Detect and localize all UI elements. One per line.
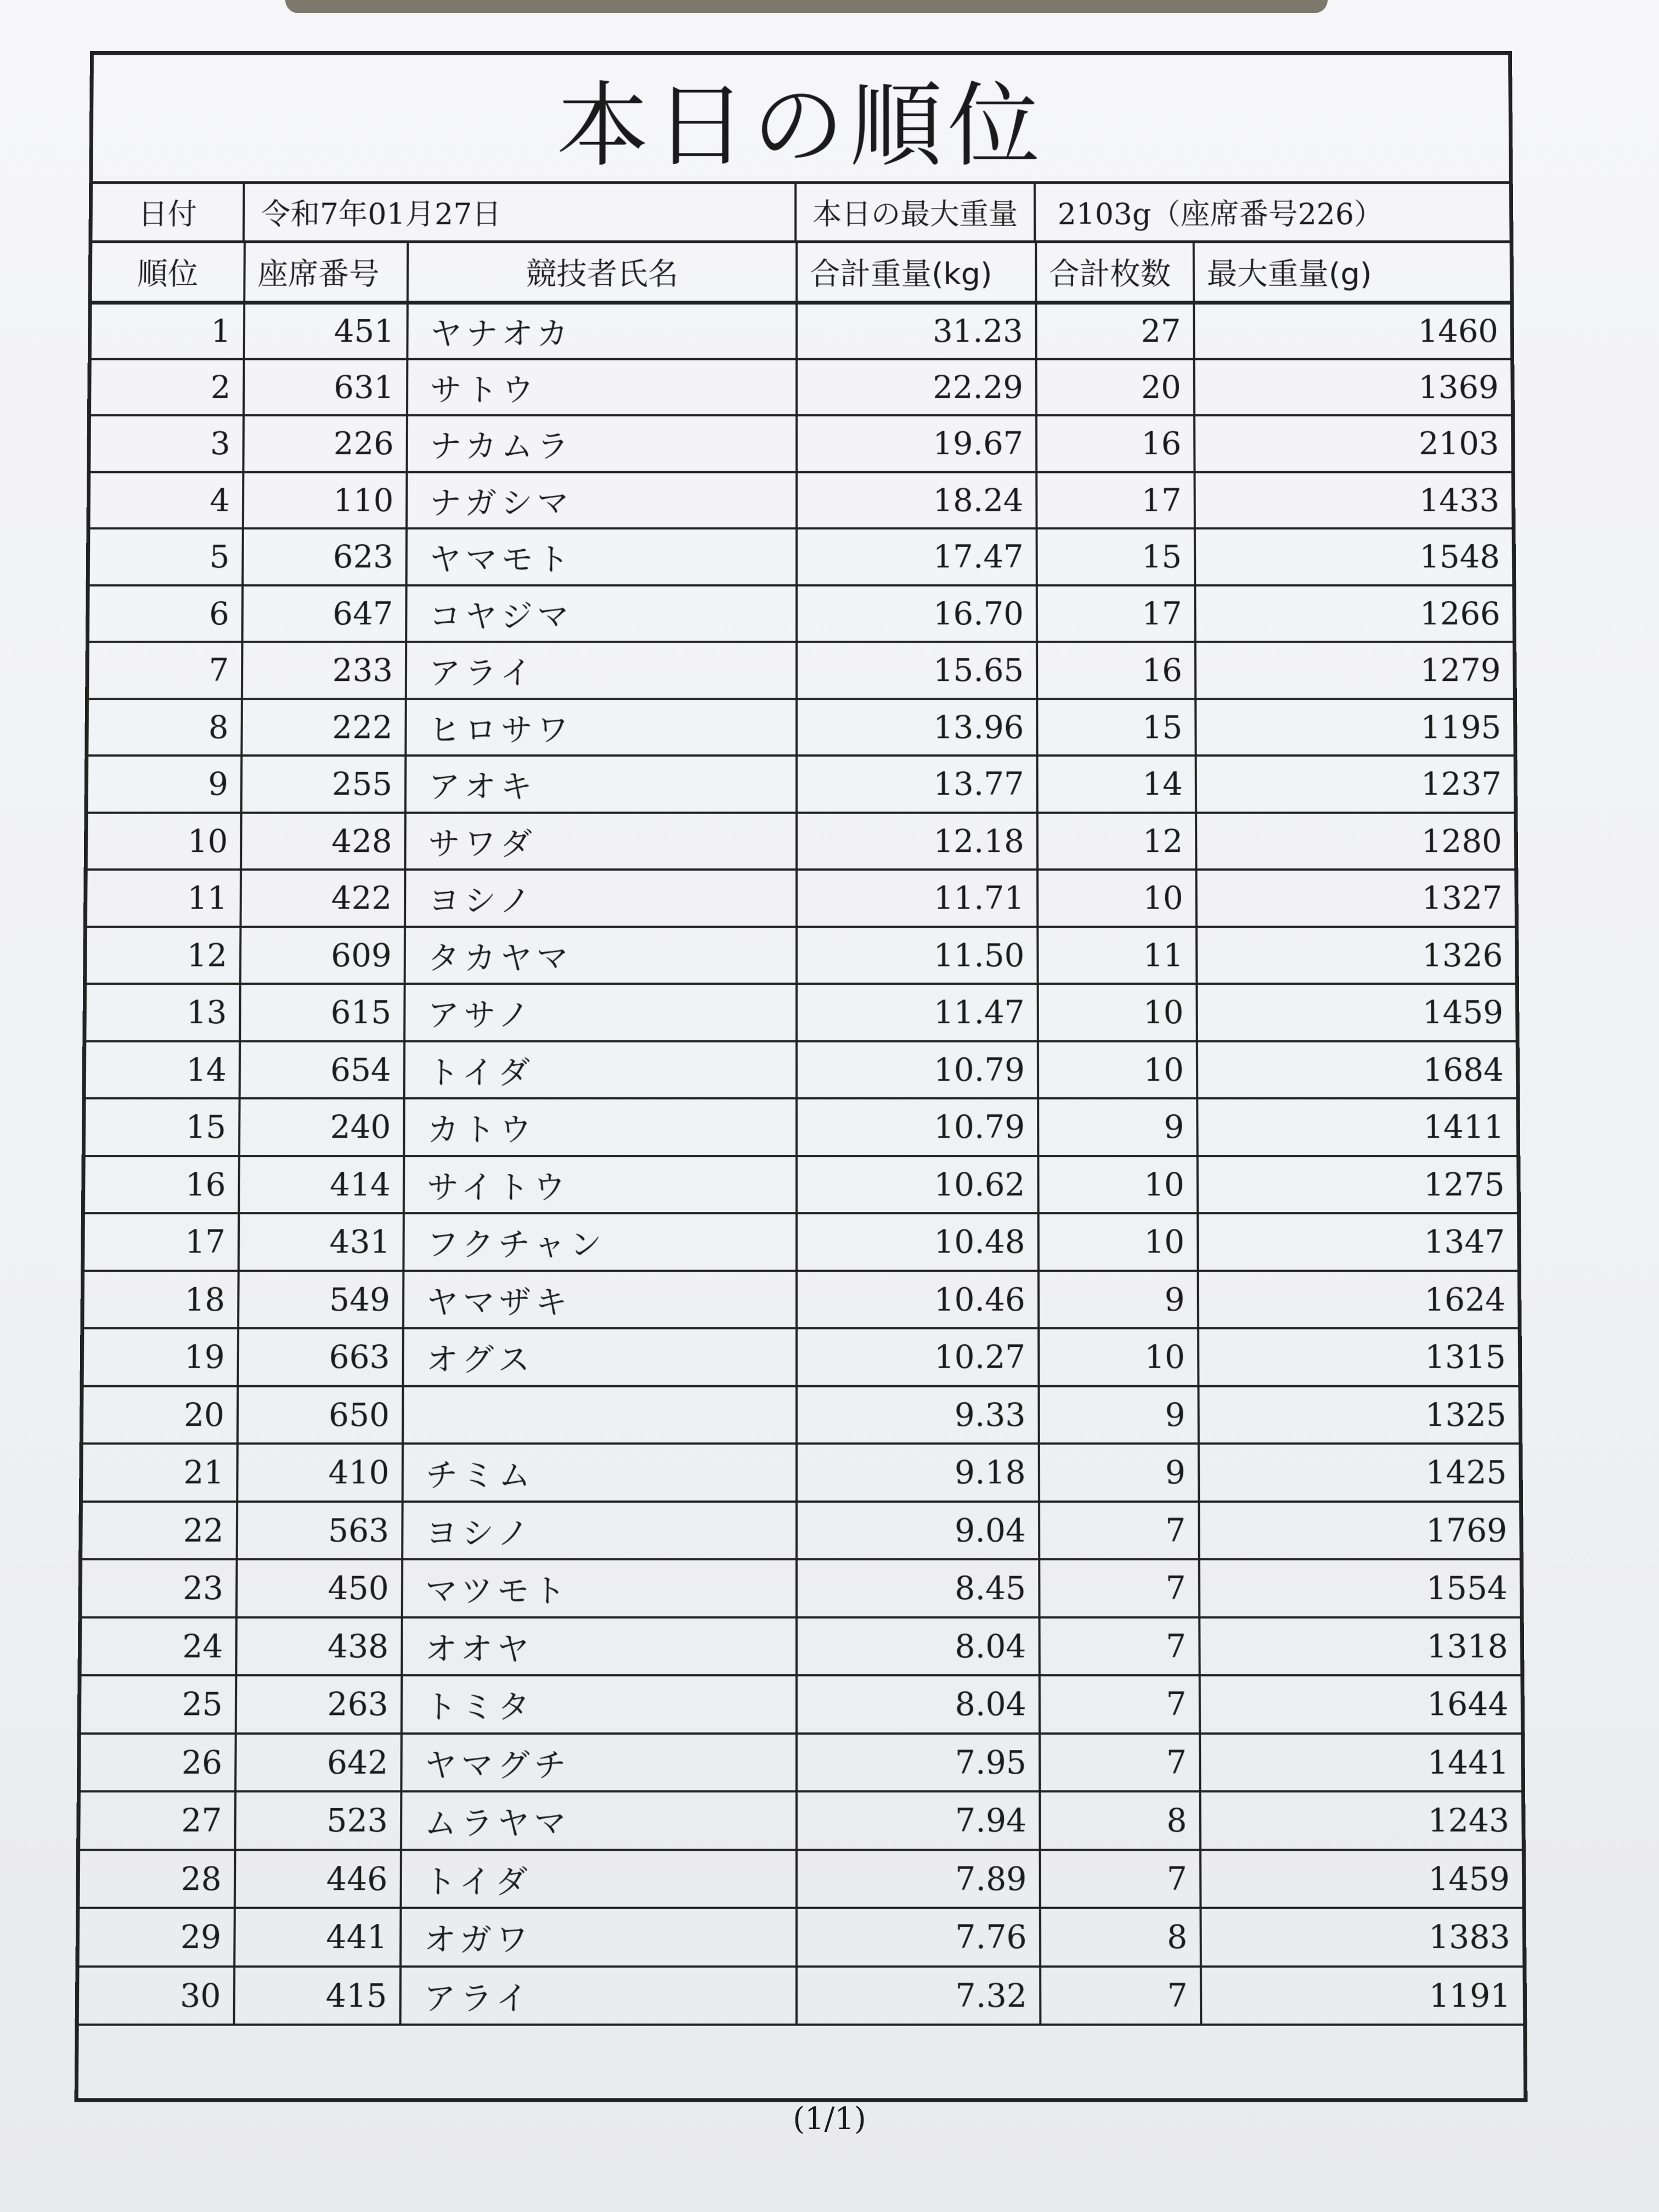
rank-cell: 22	[82, 1502, 237, 1559]
header-max-weight: 最大重量(g)	[1194, 243, 1510, 302]
max-weight-cell: 1459	[1197, 984, 1515, 1041]
name-cell: コヤジマ	[406, 585, 797, 642]
max-weight-cell: 1369	[1194, 359, 1511, 415]
table-row	[81, 1675, 1521, 1733]
seat-cell: 410	[237, 1443, 403, 1501]
table-row	[85, 1156, 1517, 1214]
name-cell: ヨシノ	[402, 1502, 797, 1559]
total-weight-cell: 13.77	[797, 755, 1037, 812]
name-cell: ヤマモト	[407, 528, 797, 585]
rank-cell: 17	[84, 1213, 239, 1271]
table-row	[80, 1908, 1523, 1966]
table-row	[84, 1328, 1519, 1386]
max-weight-cell: 1327	[1196, 870, 1515, 927]
table-row	[79, 1966, 1523, 2025]
max-weight-cell: 1275	[1198, 1156, 1517, 1214]
rank-cell: 15	[86, 1098, 240, 1156]
count-cell: 7	[1040, 1966, 1201, 2025]
max-weight-cell: 1195	[1195, 699, 1514, 756]
total-weight-cell: 8.45	[797, 1559, 1040, 1617]
table-row	[88, 755, 1514, 812]
name-cell: ナガシマ	[407, 472, 797, 528]
name-cell: トイダ	[404, 1041, 797, 1098]
name-cell: アサノ	[404, 984, 797, 1041]
max-weight-cell: 1441	[1200, 1733, 1521, 1791]
seat-cell: 623	[242, 528, 407, 585]
seat-cell: 631	[244, 359, 407, 415]
ranking-table-wrap	[79, 243, 1523, 2025]
max-weight-cell: 1459	[1200, 1849, 1522, 1908]
total-weight-cell: 11.47	[797, 984, 1038, 1041]
seat-cell: 233	[242, 642, 406, 699]
name-cell: ヤマグチ	[401, 1733, 797, 1791]
table-row	[81, 1733, 1521, 1791]
rank-cell: 6	[89, 585, 242, 642]
max-weight-cell: 1280	[1196, 812, 1514, 870]
name-cell: オガワ	[400, 1908, 797, 1966]
rank-cell: 29	[80, 1908, 235, 1966]
total-weight-cell: 10.62	[797, 1156, 1039, 1214]
name-cell	[403, 1386, 797, 1443]
max-weight-cell: 1425	[1199, 1443, 1519, 1501]
rank-cell: 9	[88, 755, 241, 812]
name-cell: アライ	[406, 642, 797, 699]
count-cell: 9	[1039, 1386, 1198, 1443]
seat-cell: 226	[243, 415, 407, 472]
name-cell: タカヤマ	[405, 927, 797, 984]
table-row	[82, 1502, 1520, 1559]
max-weight-value: 2103g（座席番号226）	[1057, 197, 1384, 232]
rank-cell: 23	[82, 1559, 236, 1617]
ranking-table	[79, 243, 1523, 2025]
rank-cell: 14	[86, 1041, 240, 1098]
total-weight-cell: 7.76	[797, 1908, 1040, 1966]
rank-cell: 20	[83, 1386, 238, 1443]
max-weight-cell: 1411	[1197, 1098, 1516, 1156]
total-weight-cell: 7.95	[797, 1733, 1040, 1791]
table-row	[89, 585, 1513, 642]
seat-cell: 450	[236, 1559, 402, 1617]
table-row	[88, 699, 1513, 756]
seat-cell: 441	[234, 1908, 400, 1966]
count-cell: 10	[1037, 870, 1197, 927]
name-cell: オオヤ	[402, 1617, 797, 1675]
total-weight-cell: 9.33	[797, 1386, 1039, 1443]
count-cell: 7	[1039, 1502, 1199, 1559]
total-weight-cell: 15.65	[797, 642, 1037, 699]
seat-cell: 663	[238, 1328, 403, 1386]
name-cell: チミム	[403, 1443, 797, 1501]
table-row	[83, 1386, 1519, 1443]
name-cell: ヨシノ	[405, 870, 797, 927]
count-cell: 7	[1040, 1849, 1201, 1908]
rank-cell: 21	[83, 1443, 238, 1501]
max-weight-cell: 1315	[1198, 1328, 1518, 1386]
count-cell: 20	[1036, 359, 1194, 415]
seat-cell: 609	[240, 927, 405, 984]
rank-cell: 7	[89, 642, 242, 699]
total-weight-cell: 7.32	[797, 1966, 1040, 2025]
max-weight-cell: 1548	[1195, 528, 1512, 585]
rank-cell: 30	[79, 1966, 234, 2025]
count-cell: 15	[1037, 699, 1195, 756]
total-weight-cell: 10.46	[797, 1271, 1039, 1328]
max-weight-cell: 2103	[1194, 415, 1511, 472]
rank-cell: 25	[81, 1675, 236, 1733]
total-weight-cell: 10.48	[797, 1213, 1039, 1271]
name-cell: サワダ	[405, 812, 797, 870]
name-cell: マツモト	[402, 1559, 797, 1617]
table-row	[90, 472, 1511, 528]
max-weight-cell: 1644	[1200, 1675, 1521, 1733]
max-weight-cell: 1460	[1194, 302, 1510, 359]
count-cell: 10	[1038, 1041, 1197, 1098]
total-weight-cell: 13.96	[797, 699, 1037, 756]
max-weight-cell: 1554	[1199, 1559, 1520, 1617]
total-weight-cell: 18.24	[797, 472, 1036, 528]
seat-cell: 263	[236, 1675, 402, 1733]
name-cell: フクチャン	[403, 1213, 797, 1271]
seat-cell: 451	[244, 302, 408, 359]
rank-cell: 10	[88, 812, 241, 870]
count-cell: 14	[1037, 755, 1196, 812]
name-cell: ナカムラ	[407, 415, 797, 472]
rank-cell: 27	[80, 1791, 235, 1849]
table-row	[91, 359, 1511, 415]
rank-cell: 4	[90, 472, 243, 528]
header-total-weight: 合計重量(kg)	[797, 243, 1036, 302]
document-title: 本日の順位	[93, 55, 1509, 184]
count-cell: 9	[1039, 1443, 1199, 1501]
seat-cell: 438	[236, 1617, 402, 1675]
total-weight-cell: 22.29	[797, 359, 1036, 415]
count-cell: 7	[1040, 1675, 1200, 1733]
seat-cell: 654	[240, 1041, 405, 1098]
count-cell: 12	[1037, 812, 1197, 870]
count-cell: 10	[1039, 1328, 1198, 1386]
rank-cell: 13	[86, 984, 240, 1041]
seat-cell: 415	[234, 1966, 401, 2025]
ranking-document	[75, 51, 1528, 2102]
count-cell: 16	[1037, 642, 1195, 699]
table-row	[82, 1617, 1521, 1675]
max-weight-cell: 1684	[1197, 1041, 1516, 1098]
info-row	[92, 184, 1509, 243]
table-row	[91, 415, 1511, 472]
seat-cell: 446	[235, 1849, 401, 1908]
count-cell: 15	[1037, 528, 1195, 585]
max-weight-cell: 1243	[1200, 1791, 1522, 1849]
count-cell: 17	[1037, 585, 1195, 642]
seat-cell: 642	[235, 1733, 402, 1791]
count-cell: 11	[1037, 927, 1197, 984]
seat-cell: 110	[243, 472, 407, 528]
name-cell: サイトウ	[404, 1156, 797, 1214]
max-weight-cell: 1191	[1201, 1966, 1523, 2025]
name-cell: サトウ	[407, 359, 797, 415]
max-weight-cell: 1347	[1198, 1213, 1517, 1271]
table-row	[82, 1559, 1520, 1617]
total-weight-cell: 9.04	[797, 1502, 1039, 1559]
table-row	[84, 1271, 1517, 1328]
count-cell: 7	[1040, 1617, 1200, 1675]
total-weight-cell: 8.04	[797, 1617, 1040, 1675]
name-cell: ヤナオカ	[407, 302, 797, 359]
rank-cell: 19	[84, 1328, 239, 1386]
total-weight-cell: 7.89	[797, 1849, 1040, 1908]
seat-cell: 523	[235, 1791, 401, 1849]
count-cell: 7	[1040, 1733, 1200, 1791]
total-weight-cell: 9.18	[797, 1443, 1039, 1501]
name-cell: アライ	[400, 1966, 797, 2025]
count-cell: 27	[1036, 302, 1194, 359]
total-weight-cell: 31.23	[797, 302, 1036, 359]
name-cell: トミタ	[402, 1675, 797, 1733]
max-weight-cell: 1318	[1199, 1617, 1520, 1675]
rank-cell: 11	[87, 870, 241, 927]
seat-cell: 428	[241, 812, 405, 870]
date-label: 日付	[92, 184, 245, 240]
seat-cell: 615	[240, 984, 404, 1041]
name-cell: オグス	[403, 1328, 797, 1386]
table-row	[86, 984, 1515, 1041]
count-cell: 9	[1038, 1098, 1198, 1156]
table-row	[87, 870, 1515, 927]
count-cell: 8	[1040, 1791, 1200, 1849]
clipboard-clip	[285, 0, 1328, 13]
total-weight-cell: 7.94	[797, 1791, 1040, 1849]
total-weight-cell: 10.27	[797, 1328, 1039, 1386]
total-weight-cell: 17.47	[797, 528, 1037, 585]
max-weight-cell: 1266	[1195, 585, 1513, 642]
rank-cell: 3	[91, 415, 244, 472]
count-cell: 10	[1038, 984, 1197, 1041]
name-cell: カトウ	[404, 1098, 797, 1156]
rank-cell: 18	[84, 1271, 238, 1328]
total-weight-cell: 8.04	[797, 1675, 1040, 1733]
rank-cell: 28	[80, 1849, 235, 1908]
max-weight-cell: 1325	[1198, 1386, 1519, 1443]
seat-cell: 222	[241, 699, 405, 756]
count-cell: 9	[1039, 1271, 1198, 1328]
total-weight-cell: 11.71	[797, 870, 1037, 927]
total-weight-cell: 19.67	[797, 415, 1036, 472]
count-cell: 8	[1040, 1908, 1201, 1966]
ranking-rows	[79, 302, 1523, 2024]
count-cell: 7	[1039, 1559, 1199, 1617]
seat-cell: 549	[238, 1271, 403, 1328]
header-row	[92, 243, 1510, 302]
total-weight-cell: 12.18	[797, 812, 1037, 870]
rank-cell: 12	[87, 927, 240, 984]
seat-cell: 414	[239, 1156, 404, 1214]
max-weight-cell: 1624	[1198, 1271, 1518, 1328]
rank-cell: 26	[81, 1733, 236, 1791]
table-row	[80, 1791, 1522, 1849]
max-weight-cell: 1383	[1200, 1908, 1522, 1966]
seat-cell: 563	[237, 1502, 403, 1559]
max-weight-cell: 1769	[1199, 1502, 1519, 1559]
header-rank: 順位	[92, 243, 245, 302]
table-row	[90, 528, 1513, 585]
max-weight-cell: 1237	[1196, 755, 1514, 812]
rank-cell: 2	[91, 359, 244, 415]
table-row	[84, 1213, 1517, 1271]
seat-cell: 255	[241, 755, 406, 812]
max-weight-cell: 1326	[1197, 927, 1515, 984]
count-cell: 10	[1039, 1213, 1198, 1271]
max-weight-label: 本日の最大重量	[797, 184, 1036, 240]
total-weight-cell: 11.50	[797, 927, 1038, 984]
count-cell: 10	[1038, 1156, 1198, 1214]
count-cell: 16	[1036, 415, 1194, 472]
table-row	[88, 812, 1515, 870]
seat-cell: 650	[238, 1386, 403, 1443]
total-weight-cell: 10.79	[797, 1041, 1038, 1098]
max-weight-cell: 1433	[1194, 472, 1511, 528]
table-row	[89, 642, 1513, 699]
seat-cell: 431	[239, 1213, 404, 1271]
total-weight-cell: 10.79	[797, 1098, 1038, 1156]
name-cell: ヤマザキ	[403, 1271, 797, 1328]
total-weight-cell: 16.70	[797, 585, 1037, 642]
header-name: 競技者氏名	[408, 243, 797, 302]
name-cell: トイダ	[401, 1849, 797, 1908]
date-value: 令和7年01月27日	[245, 184, 797, 240]
name-cell: ヒロサワ	[405, 699, 797, 756]
header-seat: 座席番号	[244, 243, 408, 302]
rank-cell: 24	[82, 1617, 236, 1675]
table-row	[87, 927, 1515, 984]
table-row	[86, 1098, 1516, 1156]
rank-cell: 16	[85, 1156, 239, 1214]
max-weight-cell: 1279	[1195, 642, 1513, 699]
name-cell: アオキ	[405, 755, 797, 812]
name-cell: ムラヤマ	[401, 1791, 797, 1849]
table-row	[92, 302, 1510, 359]
seat-cell: 647	[242, 585, 407, 642]
page-number: (1/1)	[793, 2101, 866, 2137]
table-row	[86, 1041, 1516, 1098]
seat-cell: 240	[239, 1098, 404, 1156]
table-row	[83, 1443, 1519, 1501]
rank-cell: 1	[92, 302, 245, 359]
header-count: 合計枚数	[1036, 243, 1194, 302]
table-row	[80, 1849, 1522, 1908]
rank-cell: 8	[88, 699, 242, 756]
seat-cell: 422	[241, 870, 405, 927]
rank-cell: 5	[90, 528, 243, 585]
count-cell: 17	[1036, 472, 1195, 528]
